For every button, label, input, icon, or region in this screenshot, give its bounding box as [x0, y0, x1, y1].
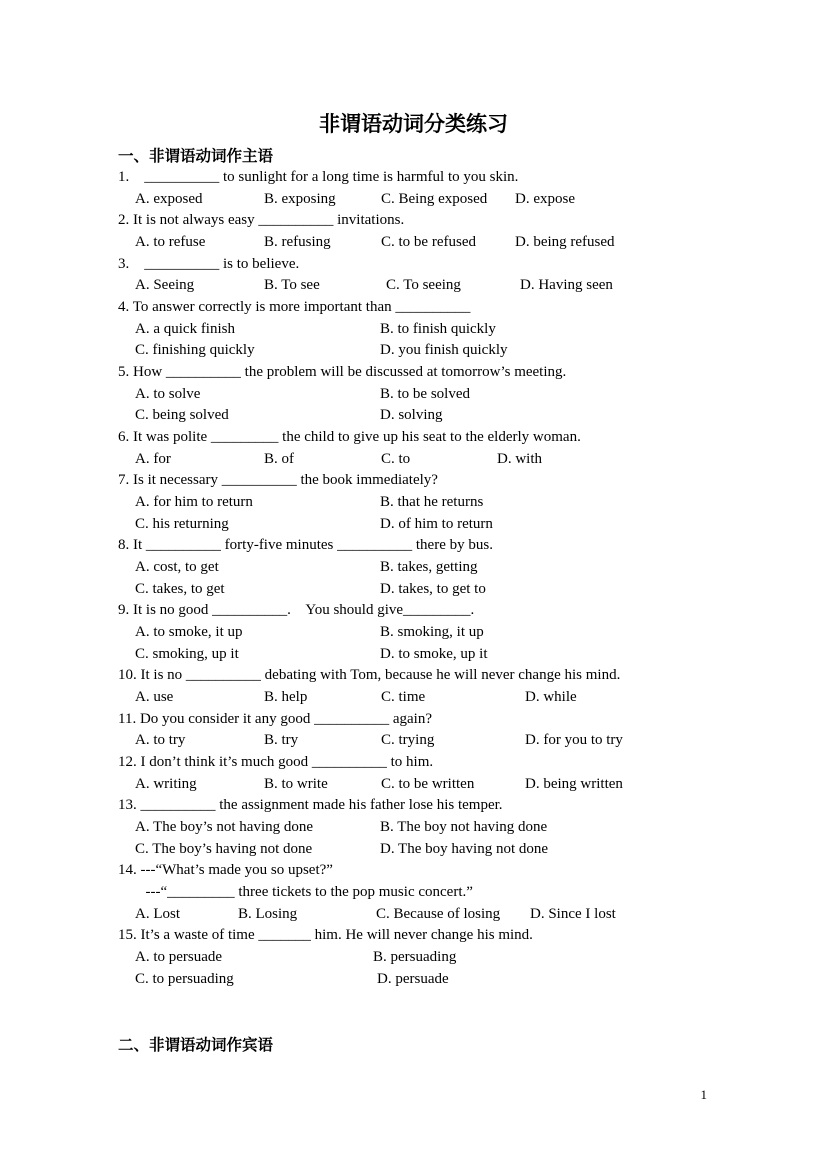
option: A. for him to return: [135, 494, 253, 510]
option: C. to be written: [381, 776, 475, 792]
option: D. being refused: [515, 234, 615, 250]
option: A. for: [135, 451, 171, 467]
question-stem: 14. ---“What’s made you so upset?”: [118, 862, 333, 878]
option: A. The boy’s not having done: [135, 819, 314, 835]
option: A. to persuade: [135, 949, 223, 965]
question-stem: 5. How __________ the problem will be discussed at tomorrow’s meeting.: [118, 364, 567, 380]
option: D. you finish quickly: [380, 342, 508, 358]
option: A. Lost: [135, 906, 180, 922]
option: D. to smoke, up it: [380, 646, 488, 662]
option: D. takes, to get to: [380, 581, 486, 597]
option: B. of: [264, 451, 294, 467]
option: B. to be solved: [380, 386, 470, 402]
question-stem: 12. I don’t think it’s much good __________ to him.: [118, 754, 434, 770]
page-title: 非谓语动词分类练习: [319, 112, 508, 136]
question-stem: 1. __________ to sunlight for a long time is harmful to you skin.: [118, 169, 519, 185]
option: C. Being exposed: [381, 191, 488, 207]
option: B. to write: [264, 776, 328, 792]
option: B. The boy not having done: [380, 819, 548, 835]
section-heading-1: 一、非谓语动词作主语: [118, 147, 274, 165]
option: C. The boy’s having not done: [135, 841, 313, 857]
option: B. that he returns: [380, 494, 484, 510]
option: B. Losing: [238, 906, 298, 922]
option: D. of him to return: [380, 516, 493, 532]
option: D. for you to try: [525, 732, 623, 748]
option: A. to solve: [135, 386, 201, 402]
option: A. to smoke, it up: [135, 624, 243, 640]
option: A. Seeing: [135, 277, 195, 293]
option: D. being written: [525, 776, 623, 792]
section-heading-2: 二、非谓语动词作宾语: [118, 1036, 274, 1054]
question-stem: 11. Do you consider it any good __________ again?: [118, 711, 432, 727]
question-stem: 3. __________ is to believe.: [118, 256, 300, 272]
option: C. To seeing: [386, 277, 461, 293]
page-number: 1: [700, 1087, 707, 1102]
option: A. a quick finish: [135, 321, 235, 337]
question-stem: 4. To answer correctly is more important than __________: [118, 299, 471, 315]
option: D. with: [497, 451, 542, 467]
option: A. writing: [135, 776, 197, 792]
option: D. Having seen: [520, 277, 613, 293]
option: C. finishing quickly: [135, 342, 255, 358]
option: C. to: [381, 451, 411, 467]
option: B. try: [264, 732, 299, 748]
option: C. his returning: [135, 516, 229, 532]
question-stem-continuation: ---“_________ three tickets to the pop music concert.”: [138, 884, 473, 900]
option: D. Since I lost: [530, 906, 616, 922]
question-stem: 2. It is not always easy __________ invitations.: [118, 212, 405, 228]
option: D. expose: [515, 191, 575, 207]
option: A. to try: [135, 732, 186, 748]
option: A. exposed: [135, 191, 203, 207]
question-stem: 8. It __________ forty-five minutes __________ there by bus.: [118, 537, 493, 553]
option: B. to finish quickly: [380, 321, 496, 337]
option: C. smoking, up it: [135, 646, 239, 662]
question-stem: 7. Is it necessary __________ the book immediately?: [118, 472, 438, 488]
question-stem: 10. It is no __________ debating with Tom, because he will never change his mind.: [118, 667, 621, 683]
question-stem: 15. It’s a waste of time _______ him. He will never change his mind.: [118, 927, 533, 943]
question-stem: 13. __________ the assignment made his father lose his temper.: [118, 797, 503, 813]
option: D. persuade: [377, 971, 449, 987]
option: B. refusing: [264, 234, 331, 250]
option: C. takes, to get: [135, 581, 225, 597]
option: C. trying: [381, 732, 435, 748]
option: B. smoking, it up: [380, 624, 484, 640]
option: B. persuading: [373, 949, 457, 965]
option: C. to persuading: [135, 971, 234, 987]
option: B. exposing: [264, 191, 336, 207]
option: D. solving: [380, 407, 443, 423]
question-stem: 9. It is no good __________. You should give_________.: [118, 602, 475, 618]
option: A. use: [135, 689, 174, 705]
option: A. cost, to get: [135, 559, 219, 575]
option: C. Because of losing: [376, 906, 501, 922]
option: B. takes, getting: [380, 559, 478, 575]
option: A. to refuse: [135, 234, 206, 250]
option: C. to be refused: [381, 234, 476, 250]
option: B. To see: [264, 277, 320, 293]
option: C. time: [381, 689, 426, 705]
option: B. help: [264, 689, 308, 705]
option: C. being solved: [135, 407, 229, 423]
question-stem: 6. It was polite _________ the child to give up his seat to the elderly woman.: [118, 429, 581, 445]
option: D. The boy having not done: [380, 841, 549, 857]
option: D. while: [525, 689, 577, 705]
